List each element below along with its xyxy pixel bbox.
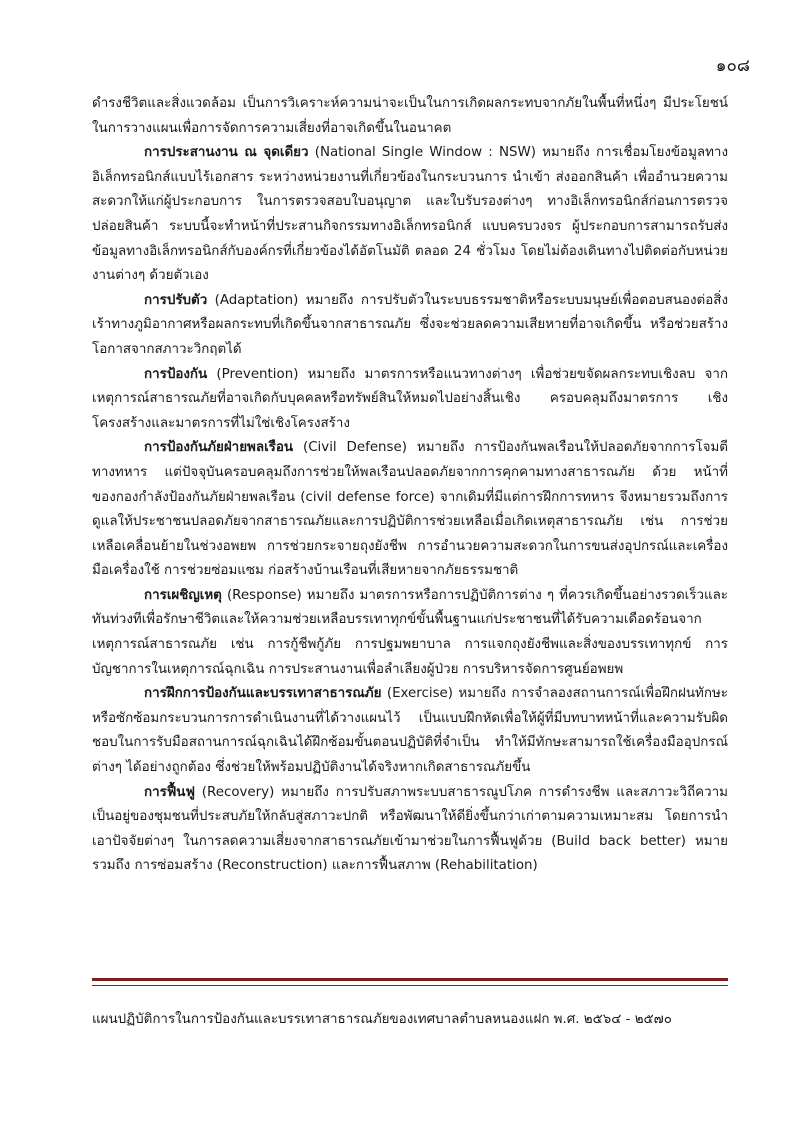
definition-paragraph bbox=[92, 363, 728, 437]
definition-paragraph bbox=[92, 584, 728, 682]
definition-term: การฟื้นฟู bbox=[144, 784, 195, 800]
definition-term: การปรับตัว bbox=[144, 292, 208, 308]
definition-term: การเผชิญเหตุ bbox=[144, 587, 222, 603]
definition-term: การประสานงาน ณ จุดเดียว bbox=[144, 145, 309, 161]
intro-paragraph: ดำรงชีวิตและสิ่งแวดล้อม เป็นการวิเคราะห์ความน่าจะเป็นในการเกิดผลกระทบจากภัยในพื้นที่หนึ่งๆ มีประโยชน์ในการวางแผนเพื่อการจัดการความเสี่ยงที่อาจเกิดขึ้นในอนาคต bbox=[92, 96, 728, 136]
definition-paragraph bbox=[92, 781, 728, 879]
footer-divider bbox=[92, 978, 728, 981]
definition-term: การป้องกันภัยฝ่ายพลเรือน bbox=[144, 440, 294, 456]
definition-paragraph bbox=[92, 289, 728, 363]
definition-text: (Exercise) หมายถึง การจำลองสถานการณ์เพื่อฝึกฝนทักษะหรือซักซ้อมกระบวนการการดำเนินงานที่ได้วางแผนไว้ เป็นแบบฝึกหัดเพื่อให้ผู้ที่มีบทบาทหน้าที่และความรับผิดชอบในการรับมือสถานการณ์ฉุกเฉินได้ฝึกซ้อมขั้นตอนปฏิบัติที่จำเป็น ทำให้มีทักษะสามารถใช้เครื่องมืออุปกรณ์ต่างๆ ได้อย่างถูกต้อง ซึ่งช่วยให้พร้อมปฏิบัติงานได้จริงหากเกิดสาธารณภัยขึ้น bbox=[92, 686, 728, 776]
footer-title: แผนปฏิบัติการในการป้องกันและบรรเทาสาธารณภัยของเทศบาลตำบลหนองแฝก พ.ศ. ๒๕๖๔ - ๒๕๗๐ bbox=[92, 1012, 672, 1027]
definition-text: (Prevention) หมายถึง มาตรการหรือแนวทางต่างๆ เพื่อช่วยขจัดผลกระทบเชิงลบ จากเหตุการณ์สาธารณภัยที่อาจเกิดกับบุคคลหรือทรัพย์สินให้หมดไปอย่างสิ้นเชิง ครอบคลุมถึงมาตรการ เชิงโครงสร้างและมาตรการที่ไม่ใช่เชิงโครงสร้าง bbox=[92, 366, 728, 431]
document-body bbox=[92, 92, 728, 879]
definition-text: (Response) หมายถึง มาตรการหรือการปฏิบัติการต่าง ๆ ที่ควรเกิดขึ้นอย่างรวดเร็วและทันท่วงทีเพื่อรักษาชีวิตและให้ความช่วยเหลือบรรเทาทุกข์ขั้นพื้นฐานแก่ประชาชนที่ได้รับความเดือดร้อนจากเหตุการณ์สาธารณภัย เช่น การกู้ชีพกู้ภัย การปฐมพยาบาล การแจกถุงยังชีพและสิ่งของบรรเทาทุกข์ การบัญชาการในเหตุการณ์ฉุกเฉิน การประสานงานเพื่อลำเลียงผู้ป่วย การบริหารจัดการศูนย์อพยพ bbox=[92, 587, 728, 677]
definition-paragraph bbox=[92, 682, 728, 780]
definition-paragraph bbox=[92, 436, 728, 584]
definition-paragraph bbox=[92, 141, 728, 289]
footer-divider-thin bbox=[92, 985, 728, 986]
page-number: ๑๐๘ bbox=[715, 56, 750, 76]
definition-text: (Adaptation) หมายถึง การปรับตัวในระบบธรรมชาติหรือระบบมนุษย์เพื่อตอบสนองต่อสิ่งเร้าทางภูมิอากาศหรือผลกระทบที่เกิดขึ้นจากสาธารณภัย ซึ่งจะช่วยลดความเสียหายที่อาจเกิดขึ้น หรือช่วยสร้างโอกาสจากสภาวะวิกฤตได้ bbox=[92, 292, 728, 357]
definition-text: (Civil Defense) หมายถึง การป้องกันพลเรือนให้ปลอดภัยจากการโจมตีทางทหาร แต่ปัจจุบันครอบคลุมถึงการช่วยให้พลเรือนปลอดภัยจากการคุกคามทางสาธารณภัย ด้วย หน้าที่ของกองกำลังป้องกันภัยฝ่ายพลเรือน (civil defense force) จากเดิมที่มีแต่การฝึกการทหาร จึงหมายรวมถึงการดูแลให้ประชาชนปลอดภัยจากสาธารณภัยและการปฏิบัติการช่วยเหลือเมื่อเกิดเหตุสาธารณภัย เช่น การช่วยเหลือเคลื่อนย้ายในช่วงอพยพ การช่วยกระจายถุงยังชีพ การอำนวยความสะดวกในการขนส่งอุปกรณ์และเครื่องมือเครื่องใช้ การช่วยซ่อมแซม ก่อสร้างบ้านเรือนที่เสียหายจากภัยธรรมชาติ bbox=[92, 440, 728, 579]
definition-term: การฝึกการป้องกันและบรรเทาสาธารณภัย bbox=[144, 686, 382, 702]
definition-text: (National Single Window : NSW) หมายถึง การเชื่อมโยงข้อมูลทางอิเล็กทรอนิกส์แบบไร้เอกสาร ระหว่างหน่วยงานที่เกี่ยวข้องในกระบวนการ นำเข้า ส่งออกสินค้า เพื่ออำนวยความสะดวกให้แก่ผู้ประกอบการ ในการตรวจสอบใบอนุญาต และใบรับรองต่างๆ ทางอิเล็กทรอนิกส์ก่อนการตรวจปล่อยสินค้า ระบบนี้จะทำหน้าที่ประสานกิจกรรมทางอิเล็กทรอนิกส์ แบบครบวงจร ผู้ประกอบการสามารถรับส่งข้อมูลทางอิเล็กทรอนิกส์กับองค์กรที่เกี่ยวข้องได้อัตโนมัติ ตลอด 24 ชั่วโมง โดยไม่ต้องเดินทางไปติดต่อกับหน่วยงานต่างๆ ด้วยตัวเอง bbox=[92, 145, 728, 284]
definition-text: (Recovery) หมายถึง การปรับสภาพระบบสาธารณูปโภค การดำรงชีพ และสภาวะวิถีความเป็นอยู่ของชุมชนที่ประสบภัยให้กลับสู่สภาวะปกติ หรือพัฒนาให้ดียิ่งขึ้นกว่าเก่าตามความเหมาะสม โดยการนำเอาปัจจัยต่างๆ ในการลดความเสี่ยงจากสาธารณภัยเข้ามาช่วยในการฟื้นฟูด้วย (Build back better) หมายรวมถึง การซ่อมสร้าง (Reconstruction) และการฟื้นสภาพ (Rehabilitation) bbox=[92, 784, 728, 874]
definition-term: การป้องกัน bbox=[144, 366, 208, 382]
